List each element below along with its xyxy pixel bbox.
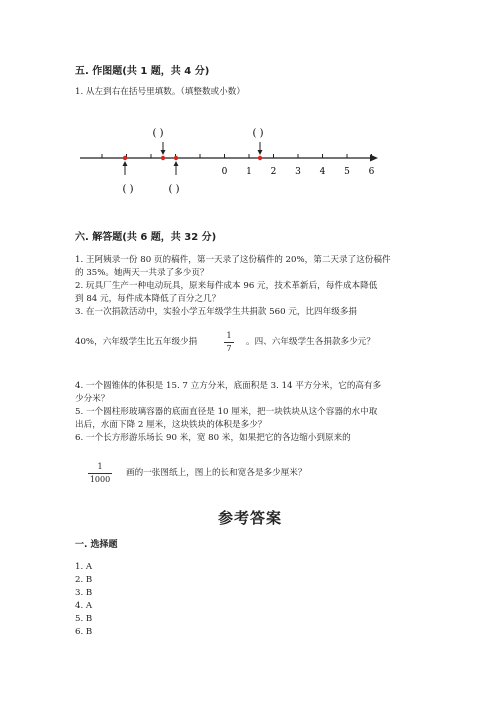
number-line-figure (70, 122, 390, 202)
answer-item: 4. A (75, 601, 93, 611)
bracket-top-1: ( ) (152, 128, 164, 139)
q6-fraction-num: 1 (97, 462, 103, 471)
answer-item: 6. B (75, 627, 93, 637)
point-d (258, 156, 262, 160)
q6-fraction (88, 462, 112, 485)
q-line-9: 出后，水面下降 2 厘米，这块铁块的体积是多少？ (75, 420, 267, 430)
q3-part-a: 40%，六年级学生比五年级少捐 (75, 337, 198, 347)
q3-part-b: 。四、六年级学生各捐款多少元？ (246, 337, 375, 347)
bracket-top-2: ( ) (252, 128, 264, 139)
point-c (174, 156, 178, 160)
q6-fraction-den: 1000 (89, 475, 111, 484)
tick-label: 5 (344, 167, 350, 177)
tick-labels (222, 167, 375, 177)
q-line-4: 到 84 元，每件成本降低了百分之几？ (75, 294, 221, 304)
q-line-2: 的 35%。她两天一共录了多少页？ (75, 268, 209, 278)
answer-item: 5. B (75, 614, 93, 624)
q3-fraction (224, 331, 234, 354)
answer-item: 3. B (75, 588, 93, 598)
section-6-title: 六. 解答题(共 6 题，共 32 分) (75, 232, 217, 243)
q6-tail: 画的一张图纸上，图上的长和宽各是多少厘米？ (126, 468, 307, 478)
q3-fraction-num: 1 (226, 331, 232, 340)
q-line-5: 3. 在一次捐款活动中，实验小学五年级学生共捐款 560 元，比四年级多捐 (75, 307, 358, 317)
tick-label: 2 (270, 167, 277, 177)
answers-title: 参考答案 (217, 509, 282, 527)
answers-section-1-title: 一. 选择题 (75, 540, 118, 550)
q-line-3: 2. 玩具厂生产一种电动玩具，原来每件成本 96 元，技术革新后，每件成本降低 (75, 281, 378, 291)
q-line-10: 6. 一个长方形游乐场长 90 米，宽 80 米，如果把它的各边缩小到原来的 (75, 433, 351, 443)
tick-label: 4 (319, 167, 326, 177)
bracket-bottom-2: ( ) (168, 184, 180, 195)
tick-label: 6 (368, 167, 375, 177)
q-line-6: 4. 一个圆锥体的体积是 15. 7 立方分米，底面积是 3. 14 平方分米，它的高有多 (75, 381, 382, 391)
q3-fraction-den: 7 (226, 344, 232, 353)
point-b (161, 156, 165, 160)
tick-label: 0 (221, 167, 228, 177)
tick-label: 1 (246, 167, 252, 177)
point-a (123, 156, 127, 160)
answer-item: 1. A (75, 562, 93, 572)
answer-item: 2. B (75, 575, 93, 585)
tick-label: 3 (295, 167, 301, 177)
bracket-bottom-1: ( ) (122, 184, 134, 195)
question-1-text: 1. 从左到右在括号里填数。（填整数或小数） (75, 87, 245, 97)
q-line-7: 少分米？ (75, 394, 110, 404)
tick-marks (102, 154, 372, 158)
q-line-8: 5. 一个圆柱形玻璃容器的底面直径是 10 厘米，把一块铁块从这个容器的水中取 (75, 407, 378, 417)
q-line-1: 1. 王阿姨录一份 80 页的稿件，第一天录了这份稿件的 20%，第二天录了这份稿件 (75, 255, 391, 265)
section-5-title: 五. 作图题(共 1 题，共 4 分) (75, 66, 210, 77)
